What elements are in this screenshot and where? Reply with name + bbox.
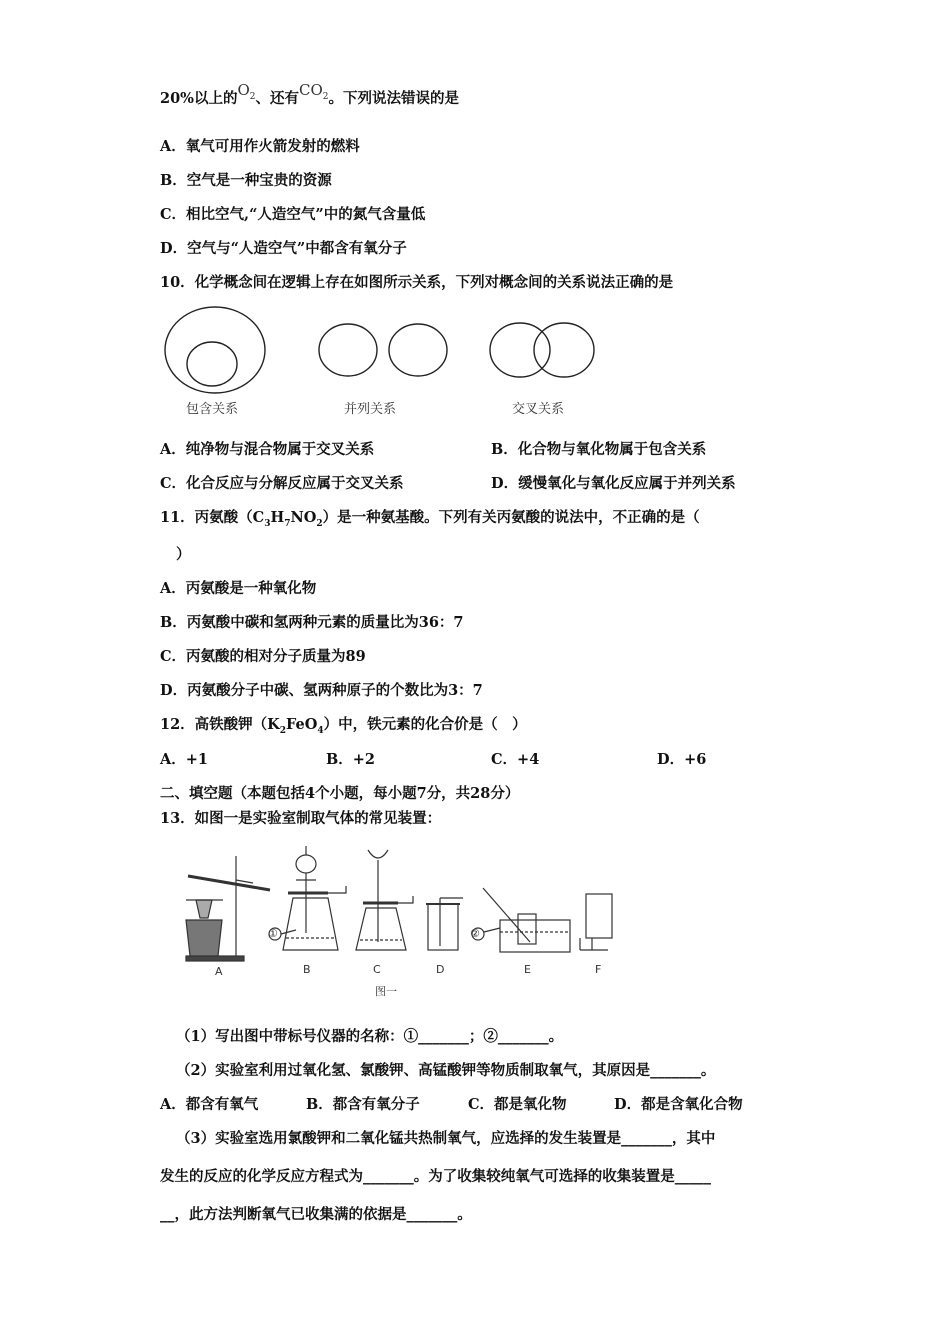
q13-part-3-line-3: __，此方法判断氧气已收集满的依据是_______。 (160, 1206, 472, 1223)
q13-part-3-line-2: 发生的反应的化学反应方程式为_______。为了收集较纯氧气可选择的收集装置是_____ (160, 1168, 711, 1185)
section-2-heading: 二、填空题（本题包括4个小题，每小题7分，共28分） (160, 785, 520, 802)
apparatus-b (269, 846, 346, 950)
q11-stem-close: ） (176, 546, 191, 563)
apparatus-d (426, 898, 463, 950)
q13-p2-option-c: C．都是氧化物 (468, 1096, 567, 1113)
q9-stem-end: 。下列说法错误的是 (328, 90, 460, 107)
q10-option-d: D．缓慢氧化与氧化反应属于并列关系 (491, 475, 736, 492)
q9-stem-mid: 、还有 (255, 90, 300, 107)
q9-stem-start: 20%以上的 (160, 90, 238, 107)
label-containment: 包含关系 (186, 402, 239, 417)
parallel-right-circle (389, 324, 447, 376)
q13-p2-option-a: A．都含有氧气 (160, 1096, 259, 1113)
q13-part-3-line-1: （3）实验室选用氯酸钾和二氧化锰共热制氧气，应选择的发生装置是_______，其中 (176, 1130, 716, 1147)
q11-option-b: B．丙氨酸中碳和氢两种元素的质量比为36：7 (160, 614, 464, 631)
label-e: E (524, 963, 531, 976)
q10-option-c: C．化合反应与分解反应属于交叉关系 (160, 475, 404, 492)
label-parallel: 并列关系 (344, 402, 397, 417)
q10-stem: 10．化学概念间在逻辑上存在如图所示关系，下列对概念间的关系说法正确的是 (160, 274, 674, 291)
q13-part-1: （1）写出图中带标号仪器的名称：①_______；②_______。 (176, 1028, 564, 1045)
q13-part-2: （2）实验室利用过氧化氢、氯酸钾、高锰酸钾等物质制取氧气，其原因是_______。 (176, 1062, 716, 1079)
figure-caption: 图一 (375, 985, 397, 998)
cross-right-circle (534, 323, 594, 377)
apparatus-e (472, 888, 570, 952)
q9-stem (160, 81, 460, 115)
label-a: A (215, 965, 223, 978)
q12-stem: 12．高铁酸钾$(K_2FeO_4)$中，铁元素的化合价是（ ） (160, 716, 527, 736)
containment-outer-circle (165, 307, 265, 393)
label-b: B (303, 963, 311, 976)
q13-p2-option-d: D．都是含氧化合物 (614, 1096, 743, 1113)
q12-option-a: A．+1 (160, 751, 208, 768)
q9-option-d: D．空气与“人造空气”中都含有氧分子 (160, 240, 407, 257)
lab-apparatus-figure (178, 838, 618, 1003)
apparatus-a (186, 856, 270, 961)
q12-option-d: D．+6 (657, 751, 707, 768)
q9-option-a: A．氧气可用作火箭发射的燃料 (160, 138, 360, 155)
mark-2: ② (470, 927, 480, 940)
q9-option-c: C．相比空气,“人造空气”中的氮气含量低 (160, 206, 426, 223)
q11-option-d: D．丙氨酸分子中碳、氢两种原子的个数比为3：7 (160, 682, 483, 699)
apparatus-c (356, 850, 413, 950)
q12-option-b: B．+2 (326, 751, 375, 768)
cross-left-circle (490, 323, 550, 377)
q11-stem: 11．丙氨酸$(C_3H_7NO_2)$是一种氨基酸。下列有关丙氨酸的说法中，不正确的是（ (160, 509, 700, 529)
o2-formula: $O_2$ (237, 81, 256, 102)
label-d: D (436, 963, 445, 976)
q12-option-c: C．+4 (491, 751, 540, 768)
q10-option-b: B．化合物与氧化物属于包含关系 (491, 441, 707, 458)
apparatus-f (580, 894, 612, 950)
q10-option-a: A．纯净物与混合物属于交叉关系 (160, 441, 375, 458)
q13-p2-option-b: B．都含有氧分子 (306, 1096, 420, 1113)
label-f: F (595, 963, 602, 976)
containment-inner-circle (187, 342, 237, 386)
label-c: C (373, 963, 381, 976)
q9-option-b: B．空气是一种宝贵的资源 (160, 172, 332, 189)
q11-option-c: C．丙氨酸的相对分子质量为89 (160, 648, 366, 665)
mark-1: ① (268, 927, 278, 940)
label-cross: 交叉关系 (512, 402, 565, 417)
q13-stem: 13．如图一是实验室制取气体的常见装置： (160, 810, 442, 827)
parallel-left-circle (319, 324, 377, 376)
q11-option-a: A．丙氨酸是一种氧化物 (160, 580, 317, 597)
co2-formula: $CO_2$ (299, 81, 329, 102)
